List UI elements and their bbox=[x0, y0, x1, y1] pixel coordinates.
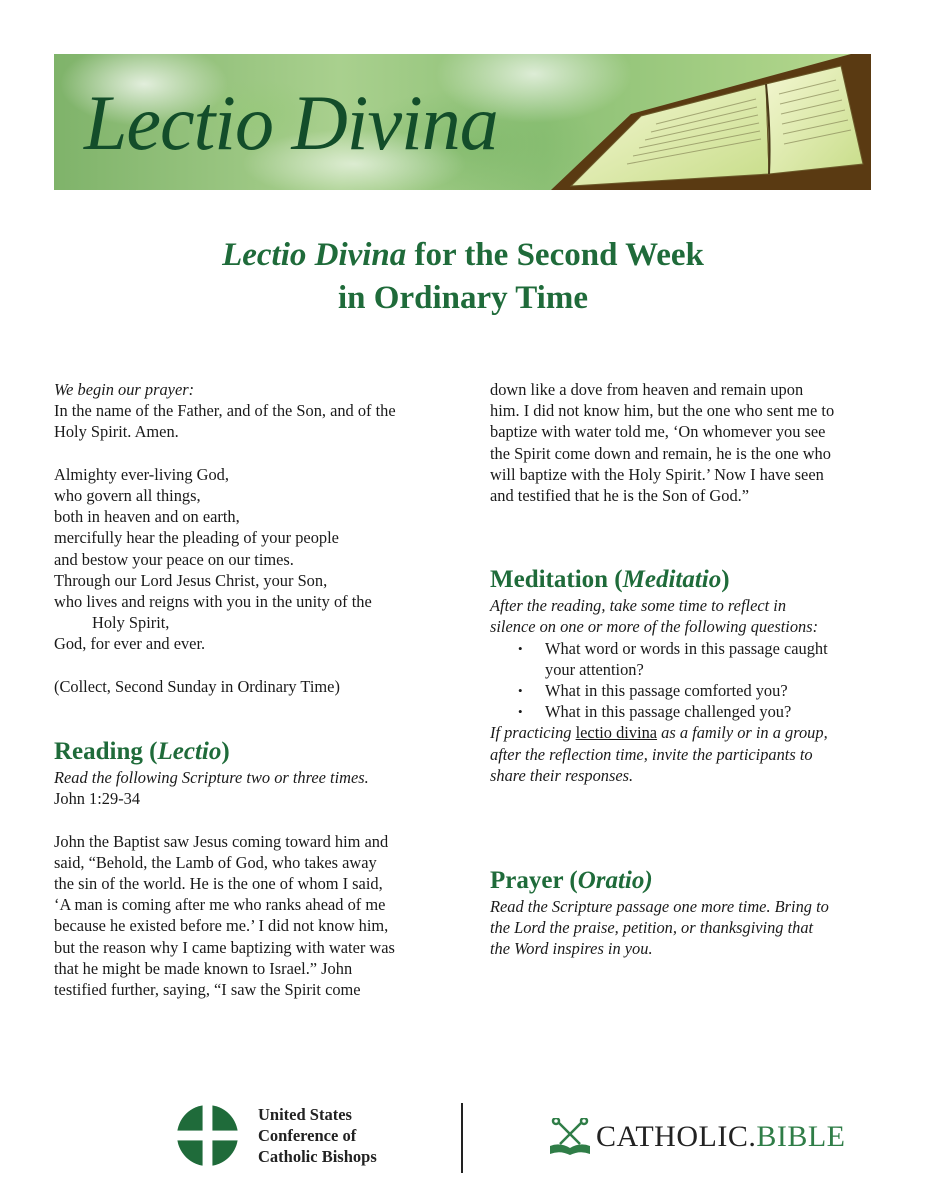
passage-line: and testified that he is the Son of God.” bbox=[490, 486, 750, 506]
passage-line: the Spirit come down and remain, he is the one who bbox=[490, 443, 831, 463]
prayer-intro: We begin our prayer: bbox=[54, 380, 195, 399]
open-bible-illustration bbox=[511, 54, 871, 190]
banner-title: Lectio Divina bbox=[84, 79, 498, 166]
group-note-line: after the reflection time, invite the participants to bbox=[490, 744, 813, 764]
passage-line: said, “Behold, the Lamb of God, who takes away bbox=[54, 852, 377, 872]
footer-divider bbox=[461, 1103, 463, 1173]
usccb-logo-icon bbox=[176, 1104, 239, 1167]
list-item: • What word or words in this passage caught your attention? bbox=[490, 638, 880, 680]
group-note: If practicing lectio divina as a family or in a group, bbox=[490, 723, 828, 743]
prayer-heading: Prayer (Oratio) bbox=[490, 867, 653, 895]
meditation-heading: Meditation (Meditatio) bbox=[490, 566, 730, 594]
sign-of-cross-line: In the name of the Father, and of the Son, and of the bbox=[54, 401, 396, 421]
reading-instruction: Read the following Scripture two or three times. bbox=[54, 768, 369, 788]
meditation-instruction: After the reading, take some time to reflect in bbox=[490, 596, 787, 616]
prayer-instruction: the Word inspires in you. bbox=[490, 939, 653, 959]
lectio-divina-link[interactable]: lectio divina bbox=[575, 723, 658, 743]
reading-heading: Reading (Lectio) bbox=[54, 738, 230, 766]
meditation-questions bbox=[490, 638, 880, 723]
passage-line: will baptize with the Holy Spirit.’ Now I have seen bbox=[490, 464, 824, 484]
page-title-line2: in Ordinary Time bbox=[338, 280, 588, 316]
collect-line: Almighty ever-living God, bbox=[54, 464, 229, 484]
page-title bbox=[0, 234, 926, 320]
prayer-instruction: Read the Scripture passage one more time. Bring to bbox=[490, 897, 829, 917]
group-note-line: share their responses. bbox=[490, 765, 634, 785]
collect-line: and bestow your peace on our times. bbox=[54, 549, 294, 569]
page-title-line1 bbox=[0, 234, 926, 277]
left-column bbox=[54, 379, 454, 1000]
sign-of-cross-line: Holy Spirit. Amen. bbox=[54, 422, 179, 442]
reading-citation: John 1:29-34 bbox=[54, 789, 141, 809]
passage-line: the sin of the world. He is the one of whom I said, bbox=[54, 874, 383, 894]
usccb-name: United States Conference of Catholic Bishops bbox=[258, 1105, 377, 1166]
passage-line: because he existed before me.’ I did not know him, bbox=[54, 916, 389, 936]
collect-line: who govern all things, bbox=[54, 486, 201, 505]
catholic-bible-wordmark: CATHOLIC.BIBLE bbox=[596, 1120, 846, 1153]
title-italic: Lectio Divina bbox=[222, 237, 407, 273]
list-item: • What in this passage comforted you? bbox=[490, 680, 880, 701]
passage-line: that he might be made known to Israel.” John bbox=[54, 958, 353, 978]
collect-line: Through our Lord Jesus Christ, your Son, bbox=[54, 570, 328, 590]
passage-line: ‘A man is coming after me who ranks ahead of me bbox=[54, 895, 386, 915]
collect-source: (Collect, Second Sunday in Ordinary Time) bbox=[54, 676, 340, 696]
passage-line: baptize with water told me, ‘On whomever you see bbox=[490, 422, 826, 442]
passage-line: down like a dove from heaven and remain upon bbox=[490, 380, 804, 399]
passage-line: but the reason why I came baptizing with water was bbox=[54, 937, 395, 957]
collect-line: mercifully hear the pleading of your people bbox=[54, 528, 339, 548]
passage-line: testified further, saying, “I saw the Spirit come bbox=[54, 980, 361, 1000]
passage-line: John the Baptist saw Jesus coming toward him and bbox=[54, 831, 389, 851]
prayer-instruction: the Lord the praise, petition, or thanksgiving that bbox=[490, 918, 814, 938]
meditation-instruction: silence on one or more of the following questions: bbox=[490, 617, 819, 637]
collect-line: both in heaven and on earth, bbox=[54, 507, 240, 527]
crossed-keys-bible-icon bbox=[548, 1118, 592, 1156]
collect-line: God, for ever and ever. bbox=[54, 634, 206, 654]
header-banner bbox=[54, 54, 871, 190]
collect-line: Holy Spirit, bbox=[92, 613, 170, 633]
collect-line: who lives and reigns with you in the unity of the bbox=[54, 592, 372, 612]
list-item: • What in this passage challenged you? bbox=[490, 701, 880, 722]
passage-line: him. I did not know him, but the one who sent me to bbox=[490, 401, 835, 421]
right-column bbox=[490, 379, 880, 960]
title-rest: for the Second Week bbox=[406, 237, 704, 273]
